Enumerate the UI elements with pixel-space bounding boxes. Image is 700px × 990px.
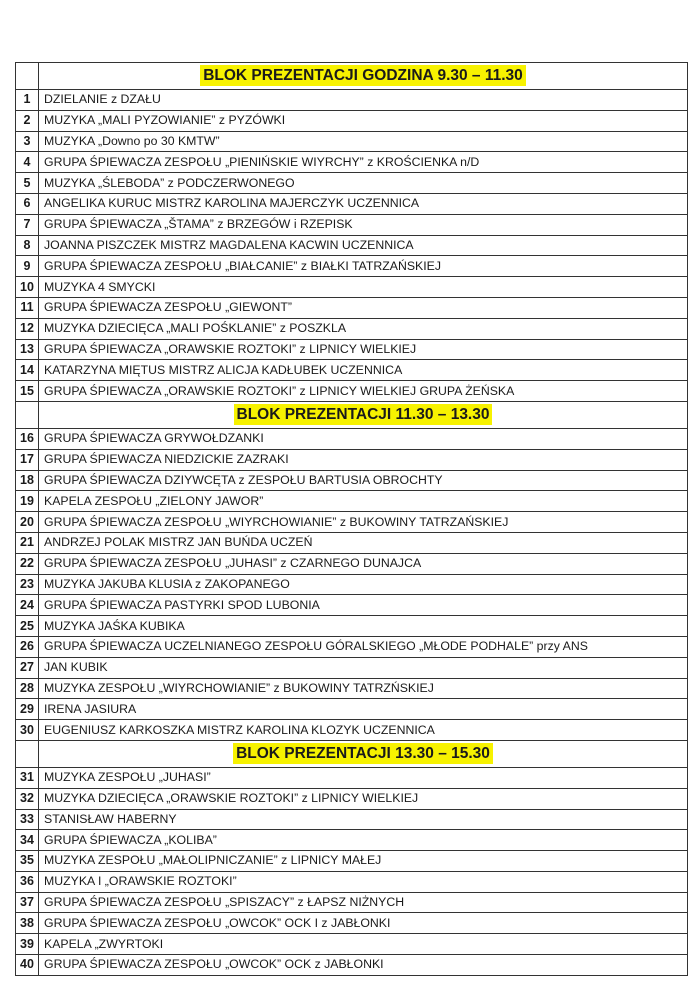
table-row	[16, 193, 688, 214]
row-number: 16	[16, 428, 39, 449]
performer-name: DZIELANIE z DZAŁU	[39, 90, 688, 111]
row-number: 38	[16, 913, 39, 934]
row-number: 27	[16, 657, 39, 678]
section-header-number-cell	[16, 740, 39, 767]
row-number: 31	[16, 767, 39, 788]
table-row	[16, 491, 688, 512]
row-number: 4	[16, 152, 39, 173]
row-number: 20	[16, 512, 39, 533]
performer-name: MUZYKA DZIECIĘCA „MALI POŚKLANIE” z POSZKLA	[39, 318, 688, 339]
performer-name: GRUPA ŚPIEWACZA „ORAWSKIE ROZTOKI” z LIPNICY WIELKIEJ GRUPA ŻEŃSKA	[39, 381, 688, 402]
performer-name: GRUPA ŚPIEWACZA ZESPOŁU „JUHASI” z CZARNEGO DUNAJCA	[39, 553, 688, 574]
performer-name: GRUPA ŚPIEWACZA „ORAWSKIE ROZTOKI” z LIPNICY WIELKIEJ	[39, 339, 688, 360]
row-number: 10	[16, 277, 39, 298]
section-header-number-cell	[16, 63, 39, 90]
row-number: 12	[16, 318, 39, 339]
table-row	[16, 616, 688, 637]
section-header-row	[16, 63, 688, 90]
table-row	[16, 574, 688, 595]
row-number: 39	[16, 934, 39, 955]
table-row	[16, 767, 688, 788]
table-row	[16, 720, 688, 741]
row-number: 40	[16, 955, 39, 976]
table-row	[16, 809, 688, 830]
section-title: BLOK PREZENTACJI GODZINA 9.30 – 11.30	[200, 65, 526, 86]
row-number: 36	[16, 871, 39, 892]
performer-name: GRUPA ŚPIEWACZA UCZELNIANEGO ZESPOŁU GÓRALSKIEGO „MŁODE PODHALE” przy ANS	[39, 636, 688, 657]
performer-name: IRENA JASIURA	[39, 699, 688, 720]
program-sheet	[15, 62, 688, 976]
table-row	[16, 152, 688, 173]
program-table	[15, 62, 688, 976]
row-number: 6	[16, 193, 39, 214]
table-row	[16, 830, 688, 851]
row-number: 13	[16, 339, 39, 360]
performer-name: MUZYKA ZESPOŁU „WIYRCHOWIANIE” z BUKOWINY TATRZŃSKIEJ	[39, 678, 688, 699]
table-row	[16, 449, 688, 470]
section-header-row	[16, 401, 688, 428]
section-header-cell	[39, 740, 688, 767]
performer-name: MUZYKA ZESPOŁU „JUHASI”	[39, 767, 688, 788]
performer-name: GRUPA ŚPIEWACZA NIEDZICKIE ZAZRAKI	[39, 449, 688, 470]
table-row	[16, 871, 688, 892]
table-row	[16, 553, 688, 574]
table-row	[16, 131, 688, 152]
performer-name: KAPELA „ZWYRTOKI	[39, 934, 688, 955]
performer-name: MUZYKA „ŚLEBODA” z PODCZERWONEGO	[39, 173, 688, 194]
table-row	[16, 360, 688, 381]
table-row	[16, 934, 688, 955]
row-number: 19	[16, 491, 39, 512]
performer-name: GRUPA ŚPIEWACZA PASTYRKI SPOD LUBONIA	[39, 595, 688, 616]
performer-name: KATARZYNA MIĘTUS MISTRZ ALICJA KADŁUBEK UCZENNICA	[39, 360, 688, 381]
performer-name: MUZYKA JAKUBA KLUSIA z ZAKOPANEGO	[39, 574, 688, 595]
row-number: 25	[16, 616, 39, 637]
row-number: 30	[16, 720, 39, 741]
table-row	[16, 339, 688, 360]
table-row	[16, 297, 688, 318]
table-row	[16, 532, 688, 553]
table-row	[16, 788, 688, 809]
table-row	[16, 381, 688, 402]
row-number: 26	[16, 636, 39, 657]
table-row	[16, 428, 688, 449]
row-number: 7	[16, 214, 39, 235]
row-number: 24	[16, 595, 39, 616]
performer-name: GRUPA ŚPIEWACZA „KOLIBA”	[39, 830, 688, 851]
row-number: 3	[16, 131, 39, 152]
row-number: 23	[16, 574, 39, 595]
table-row	[16, 235, 688, 256]
performer-name: GRUPA ŚPIEWACZA ZESPOŁU „OWCOK” OCK z JABŁONKI	[39, 955, 688, 976]
section-header-number-cell	[16, 401, 39, 428]
table-row	[16, 90, 688, 111]
row-number: 15	[16, 381, 39, 402]
row-number: 5	[16, 173, 39, 194]
performer-name: JAN KUBIK	[39, 657, 688, 678]
performer-name: GRUPA ŚPIEWACZA ZESPOŁU „WIYRCHOWIANIE” z BUKOWINY TATRZAŃSKIEJ	[39, 512, 688, 533]
performer-name: GRUPA ŚPIEWACZA ZESPOŁU „GIEWONT”	[39, 297, 688, 318]
row-number: 33	[16, 809, 39, 830]
row-number: 8	[16, 235, 39, 256]
table-row	[16, 256, 688, 277]
section-header-cell	[39, 63, 688, 90]
row-number: 9	[16, 256, 39, 277]
performer-name: EUGENIUSZ KARKOSZKA MISTRZ KAROLINA KLOZYK UCZENNICA	[39, 720, 688, 741]
performer-name: GRUPA ŚPIEWACZA ZESPOŁU „PIENIŃSKIE WIYRCHY” z KROŚCIENKA n/D	[39, 152, 688, 173]
performer-name: MUZYKA 4 SMYCKI	[39, 277, 688, 298]
performer-name: GRUPA ŚPIEWACZA DZIYWCĘTA z ZESPOŁU BARTUSIA OBROCHTY	[39, 470, 688, 491]
row-number: 18	[16, 470, 39, 491]
performer-name: MUZYKA ZESPOŁU „MAŁOLIPNICZANIE” z LIPNICY MAŁEJ	[39, 851, 688, 872]
table-row	[16, 512, 688, 533]
table-row	[16, 851, 688, 872]
row-number: 14	[16, 360, 39, 381]
performer-name: GRUPA ŚPIEWACZA GRYWOŁDZANKI	[39, 428, 688, 449]
performer-name: MUZYKA DZIECIĘCA „ORAWSKIE ROZTOKI” z LIPNICY WIELKIEJ	[39, 788, 688, 809]
table-row	[16, 955, 688, 976]
performer-name: MUZYKA „Downo po 30 KMTW”	[39, 131, 688, 152]
performer-name: KAPELA ZESPOŁU „ZIELONY JAWOR”	[39, 491, 688, 512]
table-row	[16, 913, 688, 934]
row-number: 28	[16, 678, 39, 699]
table-row	[16, 595, 688, 616]
section-header-cell	[39, 401, 688, 428]
performer-name: GRUPA ŚPIEWACZA „ŠTAMA” z BRZEGÓW i RZEPISK	[39, 214, 688, 235]
row-number: 1	[16, 90, 39, 111]
performer-name: ANGELIKA KURUC MISTRZ KAROLINA MAJERCZYK UCZENNICA	[39, 193, 688, 214]
row-number: 37	[16, 892, 39, 913]
performer-name: GRUPA ŚPIEWACZA ZESPOŁU „OWCOK” OCK I z JABŁONKI	[39, 913, 688, 934]
table-row	[16, 214, 688, 235]
row-number: 35	[16, 851, 39, 872]
performer-name: MUZYKA I „ORAWSKIE ROZTOKI”	[39, 871, 688, 892]
table-row	[16, 470, 688, 491]
section-header-row	[16, 740, 688, 767]
table-row	[16, 636, 688, 657]
row-number: 11	[16, 297, 39, 318]
section-title: BLOK PREZENTACJI 11.30 – 13.30	[234, 404, 493, 425]
table-row	[16, 699, 688, 720]
row-number: 32	[16, 788, 39, 809]
row-number: 22	[16, 553, 39, 574]
table-row	[16, 277, 688, 298]
section-title: BLOK PREZENTACJI 13.30 – 15.30	[233, 743, 493, 764]
table-row	[16, 892, 688, 913]
row-number: 2	[16, 110, 39, 131]
performer-name: JOANNA PISZCZEK MISTRZ MAGDALENA KACWIN UCZENNICA	[39, 235, 688, 256]
table-row	[16, 657, 688, 678]
program-table-body	[16, 63, 688, 976]
table-row	[16, 110, 688, 131]
row-number: 21	[16, 532, 39, 553]
performer-name: GRUPA ŚPIEWACZA ZESPOŁU „SPISZACY” z ŁAPSZ NIŻNYCH	[39, 892, 688, 913]
performer-name: ANDRZEJ POLAK MISTRZ JAN BUŃDA UCZEŃ	[39, 532, 688, 553]
table-row	[16, 173, 688, 194]
performer-name: GRUPA ŚPIEWACZA ZESPOŁU „BIAŁCANIE” z BIAŁKI TATRZAŃSKIEJ	[39, 256, 688, 277]
row-number: 17	[16, 449, 39, 470]
performer-name: MUZYKA „MALI PYZOWIANIE” z PYZÓWKI	[39, 110, 688, 131]
performer-name: STANISŁAW HABERNY	[39, 809, 688, 830]
row-number: 34	[16, 830, 39, 851]
table-row	[16, 318, 688, 339]
table-row	[16, 678, 688, 699]
row-number: 29	[16, 699, 39, 720]
performer-name: MUZYKA JAŚKA KUBIKA	[39, 616, 688, 637]
